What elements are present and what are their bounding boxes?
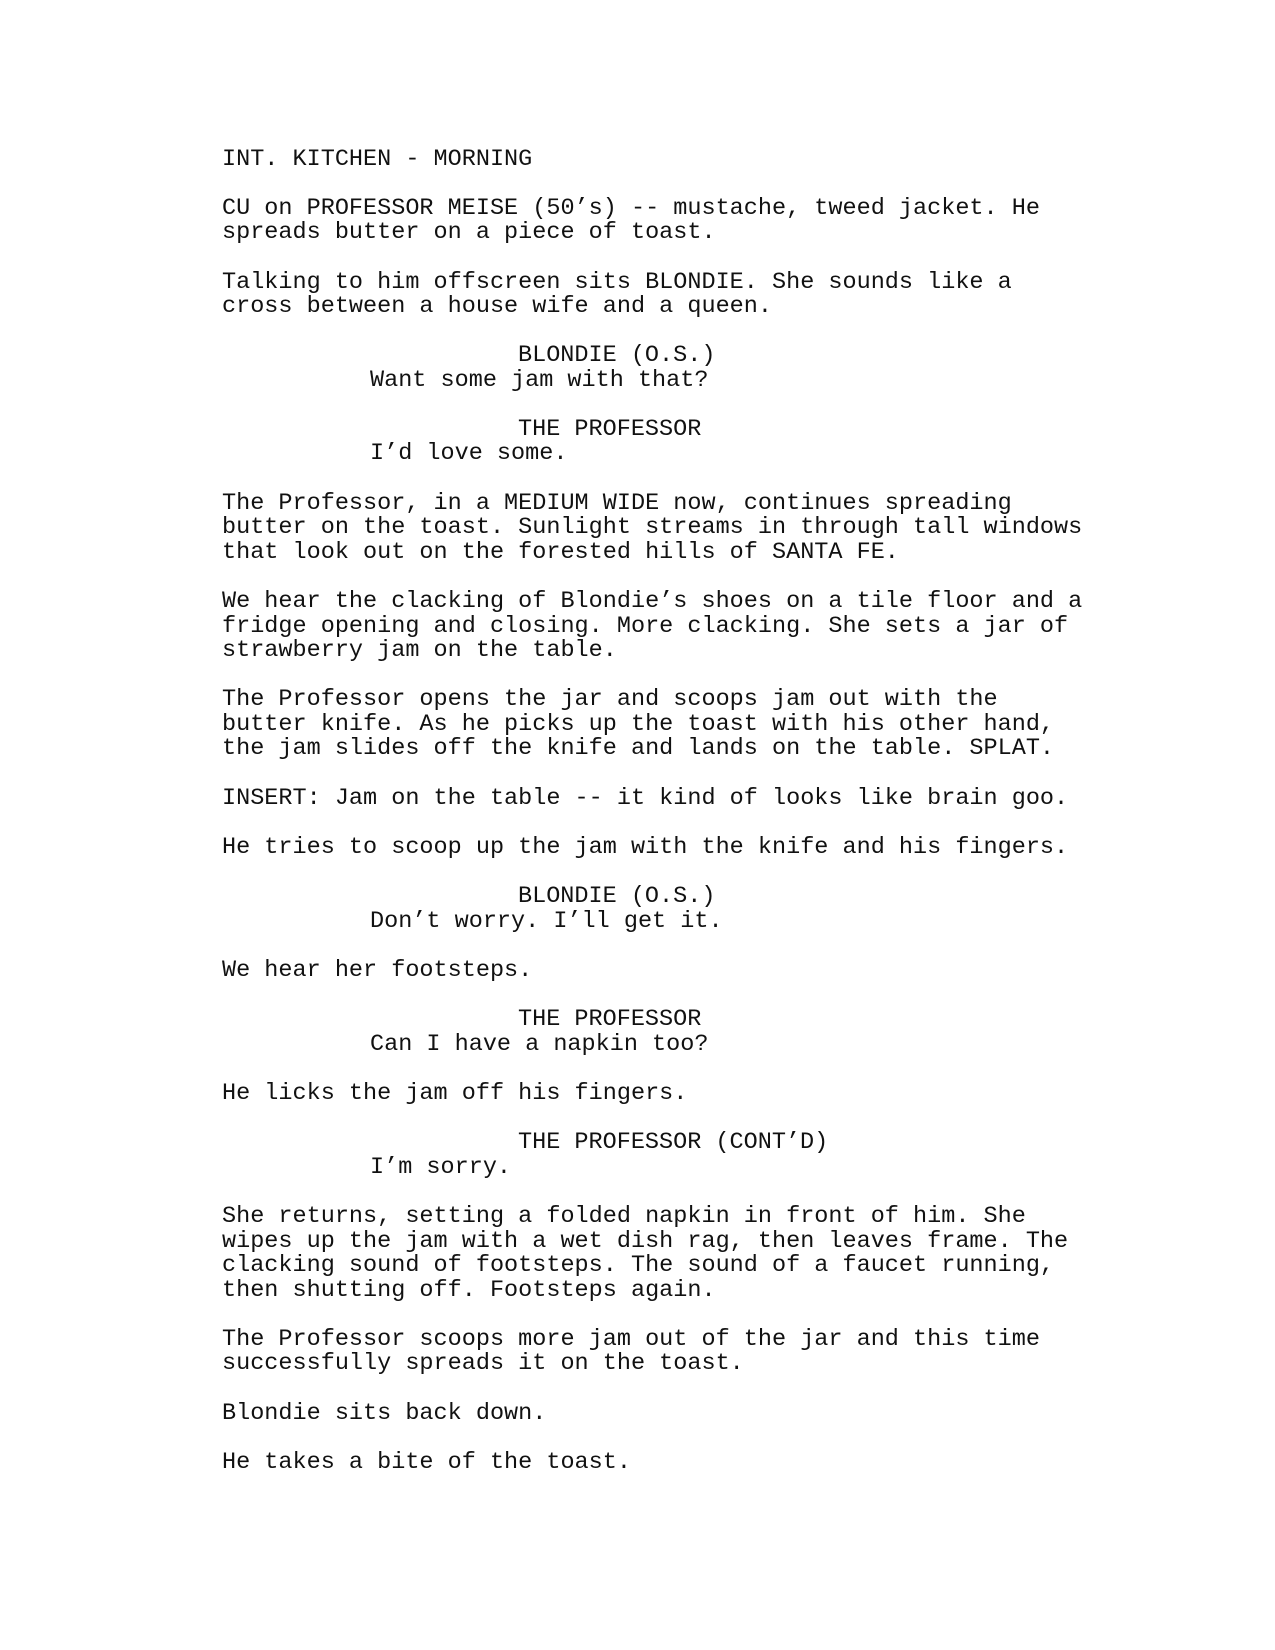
action-line: successfully spreads it on the toast.	[222, 1350, 744, 1377]
action-line: He takes a bite of the toast.	[222, 1449, 631, 1476]
dialogue-line: Don’t worry. I’ll get it.	[370, 908, 723, 935]
dialogue-line: I’d love some.	[370, 440, 568, 467]
action-line: We hear the clacking of Blondie’s shoes on a tile floor and a	[222, 588, 1083, 615]
character-name: THE PROFESSOR	[518, 416, 702, 443]
character-name: BLONDIE (O.S.)	[518, 883, 716, 910]
action-line: then shutting off. Footsteps again.	[222, 1277, 716, 1304]
action-line: butter knife. As he picks up the toast with his other hand,	[222, 711, 1055, 738]
action-line: that look out on the forested hills of SANTA FE.	[222, 539, 899, 566]
action-line: We hear her footsteps.	[222, 957, 533, 984]
action-line: The Professor, in a MEDIUM WIDE now, continues spreading	[222, 490, 1012, 517]
action-line: CU on PROFESSOR MEISE (50’s) -- mustache, tweed jacket. He	[222, 195, 1040, 222]
action-line: fridge opening and closing. More clacking. She sets a jar of	[222, 613, 1069, 640]
dialogue-line: Want some jam with that?	[370, 367, 709, 394]
action-line: The Professor opens the jar and scoops jam out with the	[222, 686, 998, 713]
action-line: butter on the toast. Sunlight streams in through tall windows	[222, 514, 1083, 541]
action-line: spreads butter on a piece of toast.	[222, 219, 716, 246]
character-name: THE PROFESSOR (CONT’D)	[518, 1129, 829, 1156]
character-name: BLONDIE (O.S.)	[518, 342, 716, 369]
action-line: He licks the jam off his fingers.	[222, 1080, 688, 1107]
action-line: Talking to him offscreen sits BLONDIE. She sounds like a	[222, 269, 1012, 296]
action-line: clacking sound of footsteps. The sound of a faucet running,	[222, 1252, 1055, 1279]
action-line: He tries to scoop up the jam with the knife and his fingers.	[222, 834, 1069, 861]
action-line: wipes up the jam with a wet dish rag, then leaves frame. The	[222, 1228, 1069, 1255]
action-line: strawberry jam on the table.	[222, 637, 617, 664]
scene-heading: INT. KITCHEN - MORNING	[222, 146, 533, 173]
action-line: Blondie sits back down.	[222, 1400, 547, 1427]
insert-line: INSERT: Jam on the table -- it kind of looks like brain goo.	[222, 785, 1069, 812]
character-name: THE PROFESSOR	[518, 1006, 702, 1033]
action-line: She returns, setting a folded napkin in front of him. She	[222, 1203, 1026, 1230]
action-line: the jam slides off the knife and lands on the table. SPLAT.	[222, 735, 1055, 762]
action-line: cross between a house wife and a queen.	[222, 293, 772, 320]
dialogue-line: I’m sorry.	[370, 1154, 512, 1181]
action-line: The Professor scoops more jam out of the jar and this time	[222, 1326, 1040, 1353]
dialogue-line: Can I have a napkin too?	[370, 1031, 709, 1058]
